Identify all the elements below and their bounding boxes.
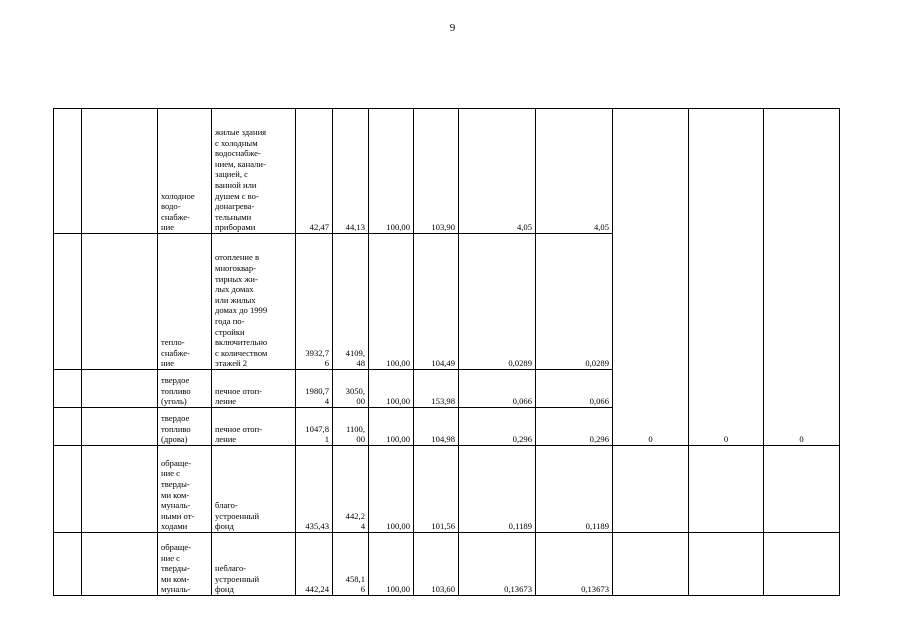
value-cell: 442,2 4 <box>333 446 369 533</box>
category-cell: печное отоп- ление <box>212 370 296 408</box>
value-cell: 4109, 48 <box>333 234 369 370</box>
empty-cell <box>689 446 764 533</box>
category-cell: неблаго- устроенный фонд <box>212 533 296 596</box>
page-number: 9 <box>449 22 456 34</box>
category-cell: печное отоп- ление <box>212 408 296 446</box>
value-cell: 3050, 00 <box>333 370 369 408</box>
value-cell: 0,066 <box>459 370 536 408</box>
value-cell: 0,1189 <box>459 446 536 533</box>
value-cell: 104,49 <box>414 234 459 370</box>
empty-cell <box>54 446 82 533</box>
table-row <box>54 533 840 596</box>
value-cell: 101,56 <box>414 446 459 533</box>
value-cell: 100,00 <box>369 234 414 370</box>
table-row <box>54 446 840 533</box>
category-cell: отопление в многоквар- тирных жи- лых домах или жилых домах до 1999 года по- стройки включительно с количеством этажей 2 <box>212 234 296 370</box>
empty-cell <box>82 109 158 234</box>
empty-cell <box>54 533 82 596</box>
value-cell: 1100, 00 <box>333 408 369 446</box>
value-cell: 0,13673 <box>459 533 536 596</box>
value-cell: 442,24 <box>296 533 333 596</box>
value-cell: 103,60 <box>414 533 459 596</box>
value-cell: 435,43 <box>296 446 333 533</box>
value-cell: 103,90 <box>414 109 459 234</box>
value-cell: 1047,8 1 <box>296 408 333 446</box>
value-cell: 0,296 <box>459 408 536 446</box>
service-cell: обраще- ние с тверды- ми ком- муналь- <box>158 533 212 596</box>
value-cell: 100,00 <box>369 408 414 446</box>
value-cell: 153,98 <box>414 370 459 408</box>
empty-cell <box>764 446 840 533</box>
value-cell: 0,066 <box>536 370 613 408</box>
empty-cell <box>54 109 82 234</box>
merged-value-cell: 0 <box>613 109 689 446</box>
service-cell: твердое топливо (уголь) <box>158 370 212 408</box>
value-cell: 4,05 <box>459 109 536 234</box>
value-cell: 0,0289 <box>536 234 613 370</box>
value-cell: 458,1 6 <box>333 533 369 596</box>
empty-cell <box>82 370 158 408</box>
value-cell: 100,00 <box>369 446 414 533</box>
value-cell: 100,00 <box>369 533 414 596</box>
value-cell: 100,00 <box>369 109 414 234</box>
empty-cell <box>82 408 158 446</box>
empty-cell <box>54 234 82 370</box>
empty-cell <box>764 533 840 596</box>
value-cell: 42,47 <box>296 109 333 234</box>
value-cell: 0,13673 <box>536 533 613 596</box>
table-row <box>54 109 840 234</box>
empty-cell <box>613 533 689 596</box>
value-cell: 0,1189 <box>536 446 613 533</box>
value-cell: 0,0289 <box>459 234 536 370</box>
empty-cell <box>54 408 82 446</box>
merged-value-cell: 0 <box>689 109 764 446</box>
category-cell: благо- устроенный фонд <box>212 446 296 533</box>
empty-cell <box>689 533 764 596</box>
value-cell: 44,13 <box>333 109 369 234</box>
category-cell: жилые здания с холодным водоснабже- нием, канали- зацией, с ванной или душем с во- донагрева- тельными приборами <box>212 109 296 234</box>
service-cell: обраще- ние с тверды- ми ком- муналь- ными от- ходами <box>158 446 212 533</box>
value-cell: 4,05 <box>536 109 613 234</box>
service-cell: холодное водо- снабже- ние <box>158 109 212 234</box>
empty-cell <box>613 446 689 533</box>
merged-value-cell: 0 <box>764 109 840 446</box>
value-cell: 104,98 <box>414 408 459 446</box>
value-cell: 100,00 <box>369 370 414 408</box>
tariff-table <box>53 108 840 596</box>
empty-cell <box>82 533 158 596</box>
empty-cell <box>54 370 82 408</box>
value-cell: 0,296 <box>536 408 613 446</box>
service-cell: тепло- снабже- ние <box>158 234 212 370</box>
service-cell: твердое топливо (дрова) <box>158 408 212 446</box>
empty-cell <box>82 234 158 370</box>
value-cell: 3932,7 6 <box>296 234 333 370</box>
empty-cell <box>82 446 158 533</box>
value-cell: 1980,7 4 <box>296 370 333 408</box>
